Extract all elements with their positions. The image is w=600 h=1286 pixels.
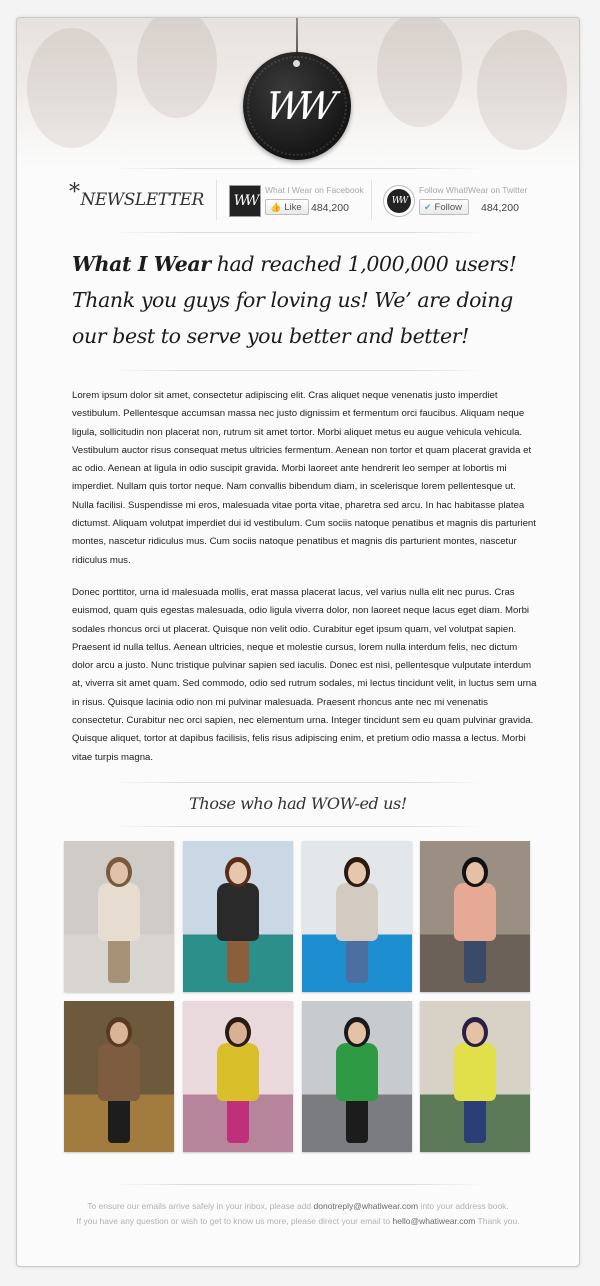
footer-line-2 <box>17 1214 579 1229</box>
figure-face <box>348 1022 366 1044</box>
figure-face <box>348 862 366 884</box>
gallery-photo[interactable] <box>302 841 412 992</box>
thumbs-up-icon: 👍 <box>270 201 282 212</box>
newsletter-text: NEWSLETTER <box>80 190 204 210</box>
divider <box>112 1184 484 1185</box>
figure-face <box>466 862 484 884</box>
gallery-photo[interactable] <box>420 841 530 992</box>
gallery-photo[interactable] <box>64 1001 174 1152</box>
twitter-caption[interactable]: Follow WhatIWear on Twitter <box>419 185 528 195</box>
gallery-photo[interactable] <box>302 1001 412 1152</box>
twitter-avatar[interactable] <box>383 185 415 217</box>
figure-body <box>454 883 496 941</box>
footer-text: into your address book. <box>418 1201 509 1211</box>
banner-decoration <box>477 30 567 150</box>
facebook-avatar[interactable] <box>229 185 261 217</box>
facebook-like-count: 484,200 <box>311 202 349 214</box>
headline-brand: What I Wear <box>72 252 211 276</box>
divider <box>112 168 484 169</box>
newsletter-card <box>16 17 580 1267</box>
headline-line-1-text: had reached 1,000,000 users! <box>210 252 517 276</box>
divider <box>371 180 372 220</box>
figure-body <box>336 883 378 941</box>
body-paragraph-2: Donec porttitor, urna id malesuada mollis, erat massa placerat lacus, vel varius nulla elit nec purus. Cras euismod, quam quis egestas malesuada, odio ligula viverra dolor, non laoreet neque lacus eget diam. Morbi sodales rhoncus orci ut placerat. Quisque non velit odio. Curabitur eget ipsum quam, vel volutpat sapien. Praesent id nulla tellus. Aenean ultricies, neque et molestie cursus, lorem nulla interdum felis, nec dictum dolor arcu a justo. Nunc tristique pulvinar sapien sed iaculis. Donec est nisi, pellentesque vulputate interdum at, viverra sit amet quam. Sed commodo, odio sed rutrum sodales, mi lectus tincidunt velit, in luctus sem urna in risus. Quisque lacinia odio non mi pulvinar malesuada. Praesent rhoncus ante nec mi venenatis consectetur. Curabitur nec orci sapien, nec elementum urna. Integer tincidunt sem eu quam pulvinar gravida. Quisque aliquet, tortor at dapibus facilisis, felis risus adipiscing enim, et pretium odio massa a lectus. Morbi vitae turpis magna. <box>72 587 537 763</box>
tag-hole <box>293 60 300 67</box>
footer <box>17 1199 579 1229</box>
twitter-follower-count: 484,200 <box>481 202 519 214</box>
figure-body <box>217 1043 259 1101</box>
newsletter-label <box>69 180 204 211</box>
figure-face <box>110 1022 128 1044</box>
figure-body <box>454 1043 496 1101</box>
logo-mark: WW <box>262 84 332 128</box>
figure-body <box>336 1043 378 1101</box>
divider <box>112 232 484 233</box>
gallery-title: Those who had WOW-ed us! <box>189 794 407 813</box>
footer-text: If you have any question or wish to get to know us more, please direct your email to <box>76 1216 393 1226</box>
avatar-logo: WW <box>233 193 257 209</box>
facebook-widget <box>229 185 379 219</box>
brand-logo[interactable] <box>243 52 351 160</box>
follow-label: Follow <box>434 201 462 213</box>
headline-line-2: Thank you guys for loving us! We’ are doing <box>72 288 513 312</box>
body-paragraph-1: Lorem ipsum dolor sit amet, consectetur adipiscing elit. Cras aliquet neque venenatis justo imperdiet vestibulum. Pellentesque accumsan massa nec justo dignissim et fermentum orci faucibus. Aliquam neque ligula, sollicitudin non placerat non, rutrum sit amet tortor. Morbi aliquet metus eu augue vehicula vehicula. Vestibulum auctor risus consequat metus ultricies fermentum. Aenean non tortor et quam placerat gravida et ac odio. Aenean at ligula in odio suscipit gravida. Morbi laoreet ante hendrerit leo semper at lobortis mi imperdiet. Nullam quis tortor neque. Nam convallis bibendum diam, in scelerisque lorem pellentesque ut. Nulla facilisi. Suspendisse mi eros, malesuada vitae porta vitae, pharetra sed arcu. In hac habitasse platea dictumst. Aliquam volutpat imperdiet dui id vestibulum. Cum sociis natoque penatibus et magnis dis parturient montes, nascetur ridiculus mus. Cum sociis natoque penatibus et magnis dis parturient montes, nascetur ridiculus mus. <box>72 390 536 566</box>
banner-decoration <box>377 18 462 127</box>
figure-body <box>98 1043 140 1101</box>
gallery-photo[interactable] <box>420 1001 530 1152</box>
contact-email-link[interactable]: hello@whatiwear.com <box>392 1216 476 1226</box>
divider <box>112 370 484 371</box>
divider <box>112 826 484 827</box>
like-label: Like <box>284 201 302 213</box>
headline <box>72 246 542 354</box>
figure-body <box>217 883 259 941</box>
footer-line-1 <box>17 1199 579 1214</box>
footer-text: To ensure our emails arrive safely in your inbox, please add <box>87 1201 314 1211</box>
divider <box>216 180 217 220</box>
gallery-photo[interactable] <box>64 841 174 992</box>
noreply-email-link[interactable]: donotreply@whatiwear.com <box>313 1201 419 1211</box>
header-banner <box>17 18 579 168</box>
banner-decoration <box>137 18 217 118</box>
check-icon: ✔ <box>424 201 432 212</box>
facebook-like-button[interactable] <box>265 199 309 215</box>
figure-body <box>98 883 140 941</box>
twitter-widget <box>383 185 553 219</box>
headline-line-1 <box>72 246 542 282</box>
figure-face <box>466 1022 484 1044</box>
divider <box>112 782 484 783</box>
figure-face <box>229 862 247 884</box>
gallery-photo[interactable] <box>183 841 293 992</box>
avatar-logo: WW <box>387 189 411 213</box>
headline-line-3: our best to serve you better and better! <box>72 324 469 348</box>
twitter-follow-button[interactable] <box>419 199 469 215</box>
figure-face <box>110 862 128 884</box>
figure-face <box>229 1022 247 1044</box>
gallery-photo[interactable] <box>183 1001 293 1152</box>
footer-text: Thank you. <box>475 1216 520 1226</box>
banner-decoration <box>27 28 117 148</box>
star-glyph: * <box>69 180 80 205</box>
facebook-caption[interactable]: What I Wear on Facebook <box>265 185 364 195</box>
